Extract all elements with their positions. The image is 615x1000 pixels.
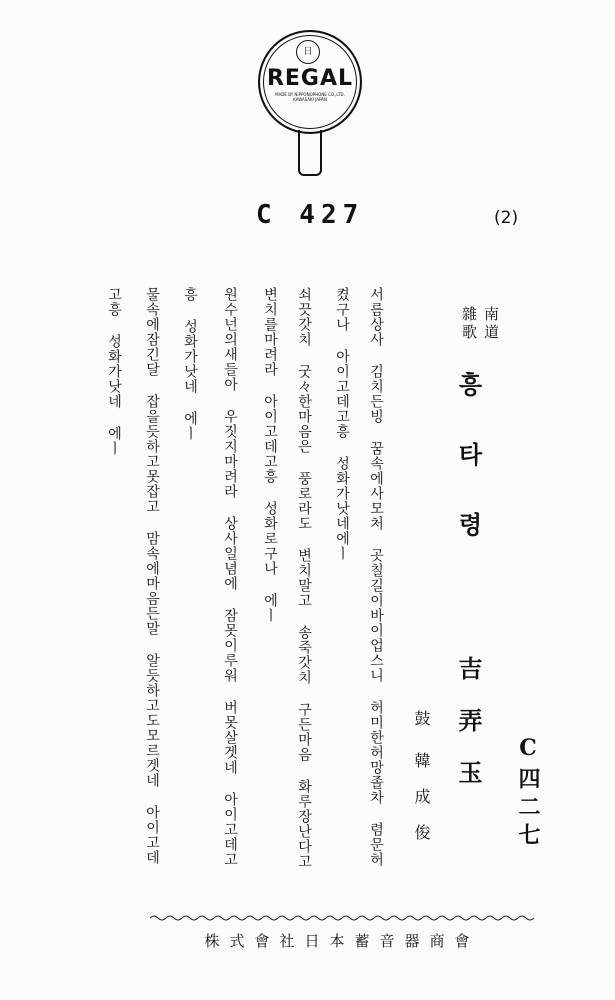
genre-line-2: 雜歌 — [460, 306, 478, 342]
song-title: 흥타령 — [454, 372, 482, 582]
lyric-line-2: 켰구나 아이고데고흥 성화가낫네에ㅣ — [334, 287, 350, 561]
lyric-line-6: 흥 성화가낫네 에ㅣ — [182, 287, 198, 441]
accompaniment-label: 鼓 — [412, 710, 431, 746]
lyric-line-4: 변치를마려라 아이고데고흥 성화로구나 에ㅣ — [262, 287, 278, 623]
logo-brand: REGAL — [266, 66, 354, 91]
lyric-line-7: 물속에잠긴달 잡을듯하고못잡고 맘속에마음든말 알듯하고도모르겟네 아이고데 — [144, 287, 160, 865]
side-number: (2) — [494, 208, 519, 228]
lyric-line-1: 서름상사 김치든빙 꿈속에사모처 곳칠길이바이업스니 허미한허망졸차 렴문허 — [368, 287, 384, 867]
catalog-number-vertical: C四二七 — [515, 735, 541, 851]
catalog-number: C 427 — [256, 200, 365, 230]
wavy-divider — [150, 912, 534, 924]
genre-line-1: 南道 — [482, 306, 500, 342]
logo-fine-print: MADE BY NIPPONOPHONE CO.,LTD. KAWASAKI JAPAN — [275, 92, 345, 102]
logo-stem — [298, 130, 322, 176]
company-name: 株式會社日本蓄音器商會 — [204, 932, 480, 950]
lyric-line-8: 고흥 성화가낫네 에ㅣ — [106, 287, 122, 456]
accompanist-name: 韓成俊 — [412, 752, 431, 860]
singer-name: 吉弄玉 — [454, 656, 483, 812]
lyric-line-3: 쇠끗갓치 굿々한마음은 풍로라도 변치말고 송죽갓치 구든마음 화루장난다고 — [296, 287, 312, 869]
logo-emblem: 日 — [296, 40, 320, 64]
lyric-line-5: 원수넌의새들아 우짓지마려라 상사일념에 잠못이루워 버못살겟네 아이고데고 — [222, 287, 238, 867]
regal-logo — [258, 30, 362, 180]
